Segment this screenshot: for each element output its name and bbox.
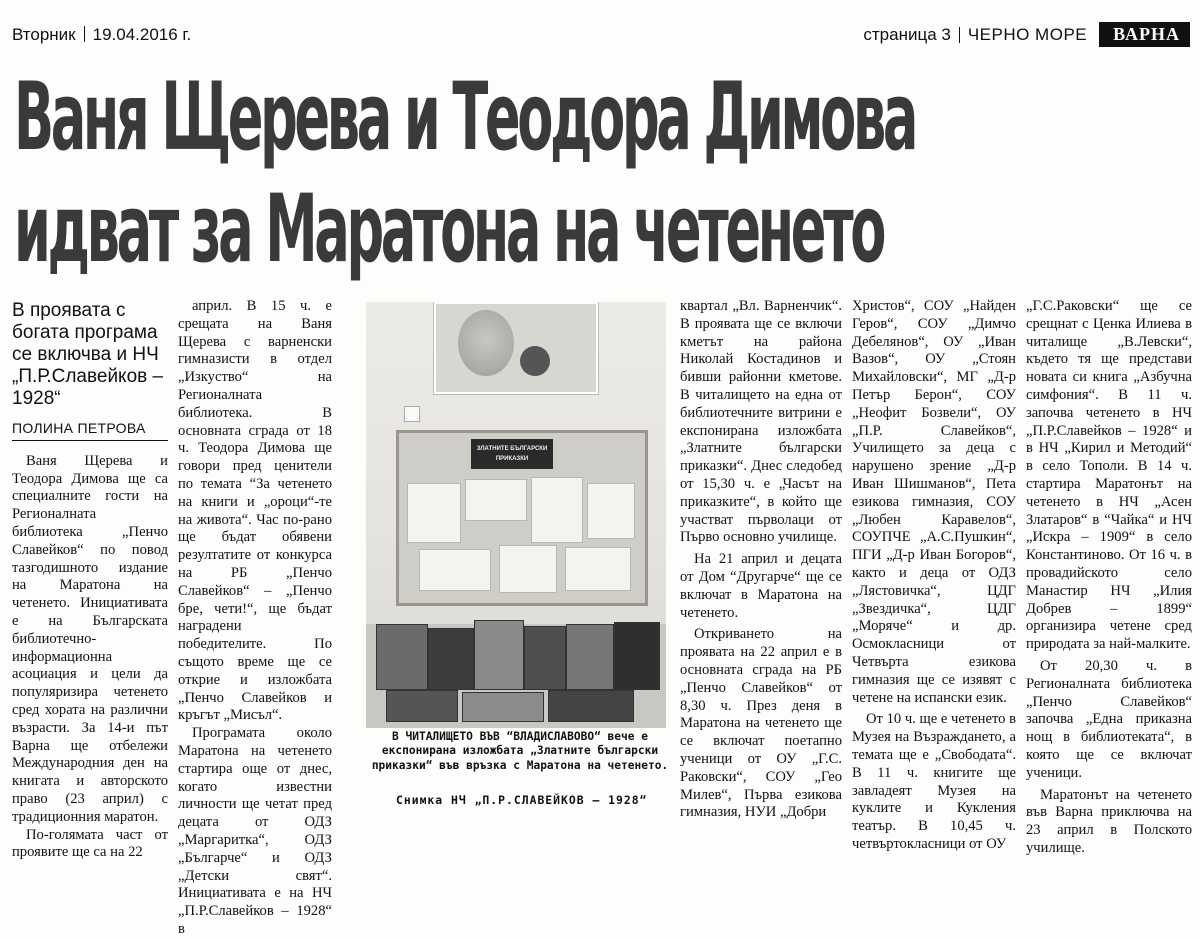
- book: [548, 690, 634, 722]
- book-shelf: [366, 624, 666, 728]
- paragraph: „Г.С.Раковски“ ще се срещнат с Ценка Илиева в читалище „В.Левски“, където тя ще представи новата си книга „Азбучна симфония“. В 11 ч. започва четенето в НЧ „П.Р.Славейков – 1928“ и в НЧ „Кирил и Методий“ в село Тополи. В 14 ч. стартира Маратонът на четенето в НЧ „Асен Златаров“ в “Чайка“ и НЧ „Искра – 1909“ в село Константиново. От 16 ч. в провадийското село Манастир НЧ „Илия Добрев – 1899“ организира четене сред природата за най-малките.: [1026, 298, 1192, 653]
- book: [614, 622, 660, 690]
- headline-line-1: Ваня Щерева и Теодора Димова: [14, 63, 916, 172]
- newspaper-name: ЧЕРНО МОРЕ: [967, 24, 1088, 44]
- board-sheet: [587, 483, 635, 539]
- photo-caption: В ЧИТАЛИЩЕТО ВЪВ “ВЛАДИСЛАВОВО“ вече е експонирана изложбата „Златните български приказки“ във връзка с Маратона на четенето.: [371, 730, 669, 772]
- board-sheet: [407, 483, 461, 543]
- board-sheet: [465, 479, 527, 521]
- page-header: [12, 22, 1190, 50]
- lead-text: В проявата с богата програма се включва и НЧ „П.Р.Славейков – 1928“: [12, 300, 164, 409]
- paragraph: По-голямата част от проявите ще са на 22: [12, 826, 168, 861]
- article-photo: [366, 302, 666, 728]
- book: [376, 624, 428, 690]
- paragraph: Откриването на проявата на 22 април е в основната сграда на РБ „Пенчо Славейков“ от 8,30 ч. През деня в Маратона на четенето ще се включат поетапно ученици от ОУ „Г.С. Раковски“, СОУ „Гео Милев“, Първа езикова гимназия, НУИ „Добри: [680, 626, 842, 821]
- painting-cat: [520, 346, 550, 376]
- paragraph: април. В 15 ч. е срещата на Ваня Щерева с варненски гимназисти в отдел „Изкуство“ на Регионалната библиотека. В основната сграда от 18 ч. Теодора Димова ще говори пред ценители по темата “За четенето на книги и „ороци“-те на живота“. Час по-рано ще бъдат обявени резултатите от конкурса на РБ „Пенчо Славейков“ – „Пенчо бре, чети!“, ще бъдат наградени победителите. По същото време ще се открие и изложбата „Пенчо Славейков и кръгът „Мисъл“.: [178, 298, 332, 724]
- painting-frame: [434, 302, 598, 394]
- book: [524, 626, 566, 690]
- paragraph: Христов“, СОУ „Найден Геров“, СОУ „Димчо Дебелянов“, ОУ „Иван Вазов“, ОУ „Стоян Михайловски“, МГ „Д-р Петър Берон“, СОУ „Неофит Бозвели“, ОУ „П.Р. Славейков“, Училището за деца с нарушено зрение „Д-р Иван Шишманов“, Пета езикова гимназия, СОУ „Любен Каравелов“, СОУПЧЕ „А.С.Пушкин“, ПГИ „Д-р Иван Богоров“, както и деца от ОДЗ „Лястовичка“, ЦДГ „Звездичка“, ЦДГ „Моряче“ и др. Осмокласници от Четвърта езикова гимназия ще се изявят с четене на испански език.: [852, 298, 1016, 706]
- paragraph: От 20,30 ч. в Регионалната библиотека „Пенчо Славейков“ започва „Една приказна нощ в библиотеката“, в която ще се включат ученици.: [1026, 657, 1192, 781]
- paragraph: квартал „Вл. Варненчик“. В проявата ще се включи кметът на района Николай Костадинов и бивши районни кметове. В читалището на една от библиотечните витрини е експонирана изложбата „Златните български приказки“. Днес следобед от 15,30 ч. е „Часът на приказките“, в който ще участват първолаци от Първо основно училище.: [680, 298, 842, 546]
- book: [474, 620, 524, 690]
- column-4: [680, 298, 842, 822]
- page-number: страница 3: [863, 24, 951, 44]
- column-5: [852, 298, 1016, 854]
- photo-credit: Снимка НЧ „П.Р.СЛАВЕЙКОВ – 1928“: [396, 793, 648, 807]
- book: [386, 690, 458, 722]
- board-sheet: [531, 477, 583, 543]
- paragraph: От 10 ч. ще е четенето в Музея на Възраждането, а темата ще е „Свободата“. В 11 ч. книгите ще завладеят Музея на куклите и Кукления театър. В 10,45 ч. четвъртокласници от ОУ: [852, 711, 1016, 852]
- board-sheet: [419, 549, 491, 591]
- issue-date: 19.04.2016 г.: [92, 25, 192, 44]
- board-sheet: [499, 545, 557, 593]
- board-sheet: [565, 547, 631, 591]
- column-2: [178, 298, 332, 939]
- exhibit-board: [396, 430, 648, 606]
- paragraph: Програмата около Маратона на четенето стартира още от днес, когато известни личности ще четат пред децата от ОДЗ „Маргаритка“, ОДЗ „Българче“ и ОДЗ „Детски свят“. Инициативата е на НЧ „П.Р.Славейков – 1928“ в: [178, 725, 332, 937]
- headline-line-2: идват за Маратона на четенето: [14, 175, 884, 284]
- paragraph: Маратонът на четенето във Варна приключва на 23 април в Полското училище.: [1026, 786, 1192, 856]
- page-info: [863, 22, 1190, 47]
- headline: [14, 62, 916, 286]
- issue-day: Вторник: [12, 25, 76, 44]
- paragraph: На 21 април и децата от Дом “Другарче“ ще се включат в Маратона на четенето.: [680, 551, 842, 621]
- painting-figure: [458, 310, 514, 376]
- author-byline: ПОЛИНА ПЕТРОВА: [12, 420, 168, 441]
- issue-info: [12, 25, 191, 45]
- divider: [959, 27, 960, 43]
- column-6: [1026, 298, 1192, 858]
- book: [566, 624, 614, 690]
- book: [428, 628, 474, 690]
- section-badge: ВАРНА: [1099, 22, 1190, 47]
- wall-switch: [404, 406, 420, 422]
- paragraph: Ваня Щерева и Теодора Димова ще са специалните гости на Регионалната библиотека „Пенчо Славейков“ по повод тазгодишното издание на Маратона на четенето. Инициативата е на Българската библиотечно-информационна асоциация и цели да популяризира четенето сред хората на различни възрасти. За 14-и път Варна ще отбележи Международния ден на книгата и авторското право (23 април) с традиционния маратон.: [12, 452, 168, 825]
- column-1: [12, 298, 168, 862]
- divider: [84, 26, 85, 42]
- book: [462, 692, 544, 722]
- exhibit-sign: ЗЛАТНИТЕ БЪЛГАРСКИ ПРИКАЗКИ: [471, 439, 553, 469]
